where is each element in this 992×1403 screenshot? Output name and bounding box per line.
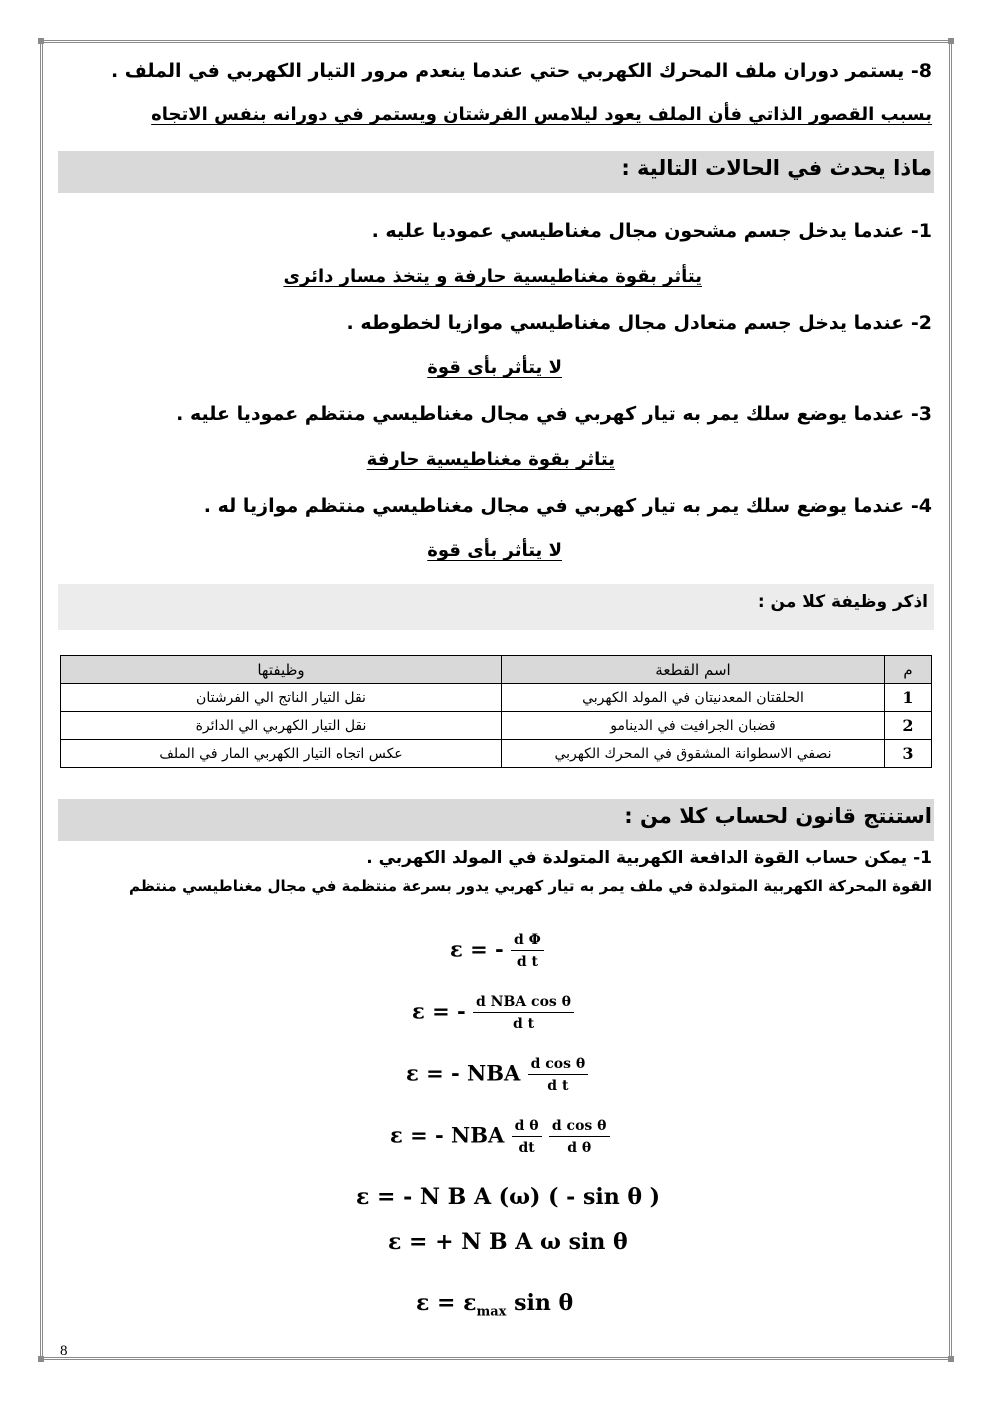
row-part: الحلقتان المعدنيتان في المولد الكهربي <box>502 684 885 712</box>
equation-2 <box>412 994 574 1032</box>
eq3-lhs: ε = - NBA <box>406 1060 521 1086</box>
case-4-answer: لا يتأثر بأى قوة <box>427 540 562 561</box>
eq4-numerator-b: d cos θ <box>549 1118 610 1137</box>
equation-6: ε = + N B A ω sin θ <box>388 1229 628 1255</box>
row-part: قضبان الجرافيت في الدينامو <box>502 712 885 740</box>
eq4-fraction-a <box>512 1118 542 1156</box>
row-num: 3 <box>885 740 932 768</box>
row-part: نصفي الاسطوانة المشقوق في المحرك الكهربي <box>502 740 885 768</box>
row-num: 1 <box>885 684 932 712</box>
eq2-denominator: d t <box>512 1016 535 1032</box>
eq2-lhs: ε = - <box>412 998 466 1024</box>
header-function: وظيفتها <box>61 656 502 684</box>
eq1-lhs: ε = - <box>450 936 504 962</box>
function-heading: اذكر وظيفة كلا من : <box>757 592 928 612</box>
cases-heading: ماذا يحدث في الحالات التالية : <box>621 156 932 180</box>
eq3-denominator: d t <box>547 1078 569 1094</box>
case-1-question: 1- عندما يدخل جسم مشحون مجال مغناطيسي عموديا عليه . <box>371 220 932 242</box>
law-heading: استنتج قانون لحساب كلا من : <box>624 804 932 828</box>
eq4-lhs: ε = - NBA <box>390 1122 505 1148</box>
eq1-denominator: d t <box>516 954 539 970</box>
table-header-row <box>61 656 932 684</box>
border-corner <box>948 1356 954 1362</box>
eq1-fraction <box>511 932 544 970</box>
parts-table <box>60 655 932 768</box>
equation-7 <box>416 1290 573 1319</box>
equation-1 <box>450 932 544 970</box>
eq1-numerator: d Φ <box>511 932 544 951</box>
eq3-fraction <box>528 1056 589 1094</box>
eq7-pre: ε = ε <box>416 1290 477 1316</box>
case-3-answer: يتاثر بقوة مغناطيسية حارفة <box>366 449 615 470</box>
header-part: اسم القطعة <box>502 656 885 684</box>
eq4-numerator-a: d θ <box>512 1118 542 1137</box>
eq4-fraction-b <box>549 1118 610 1156</box>
case-2-answer: لا يتأثر بأى قوة <box>427 357 562 378</box>
item8-answer: بسبب القصور الذاتي فأن الملف يعود ليلامس الفرشتان ويستمر في دورانه بنفس الاتجاه <box>151 104 932 125</box>
case-2-question: 2- عندما يدخل جسم متعادل مجال مغناطيسي موازيا لخطوطه . <box>346 312 932 334</box>
eq2-fraction <box>473 994 574 1032</box>
law-item1-title: 1- يمكن حساب القوة الدافعة الكهربية المتولدة في المولد الكهربي . <box>366 848 932 868</box>
equation-5: ε = - N B A (ω) ( - sin θ ) <box>356 1184 661 1210</box>
row-function: عكس اتجاه التيار الكهربي المار في الملف <box>61 740 502 768</box>
eq7-sub: max <box>476 1304 507 1320</box>
page-number: 8 <box>60 1343 68 1359</box>
table-row <box>61 712 932 740</box>
border-corner <box>38 1356 44 1362</box>
row-num: 2 <box>885 712 932 740</box>
case-3-question: 3- عندما يوضع سلك يمر به تيار كهربي في مجال مغناطيسي منتظم عموديا عليه . <box>176 403 932 425</box>
border-corner <box>948 38 954 44</box>
border-corner <box>38 38 44 44</box>
eq7-post: sin θ <box>506 1290 574 1316</box>
row-function: نقل التيار الكهربي الي الدائرة <box>61 712 502 740</box>
case-1-answer: يتأثر بقوة مغناطيسية حارفة و يتخذ مسار دائرى <box>283 266 702 287</box>
eq4-denominator-b: d θ <box>567 1140 592 1156</box>
eq4-denominator-a: dt <box>518 1140 535 1156</box>
equation-4 <box>390 1118 610 1156</box>
eq2-numerator: d NBA cos θ <box>473 994 574 1013</box>
table-row <box>61 740 932 768</box>
case-4-question: 4- عندما يوضع سلك يمر به تيار كهربي في مجال مغناطيسي منتظم موازيا له . <box>203 495 932 517</box>
table-row <box>61 684 932 712</box>
equation-3 <box>406 1056 588 1094</box>
law-item1-desc: القوة المحركة الكهربية المتولدة في ملف يمر به تيار كهربي يدور بسرعة منتظمة في مجال مغناطيسي منتظم <box>128 877 932 895</box>
item8-question: 8- يستمر دوران ملف المحرك الكهربي حتي عندما ينعدم مرور التيار الكهربي في الملف . <box>110 60 932 82</box>
eq3-numerator: d cos θ <box>528 1056 589 1075</box>
row-function: نقل التيار الناتج الي الفرشتان <box>61 684 502 712</box>
header-num: م <box>885 656 932 684</box>
